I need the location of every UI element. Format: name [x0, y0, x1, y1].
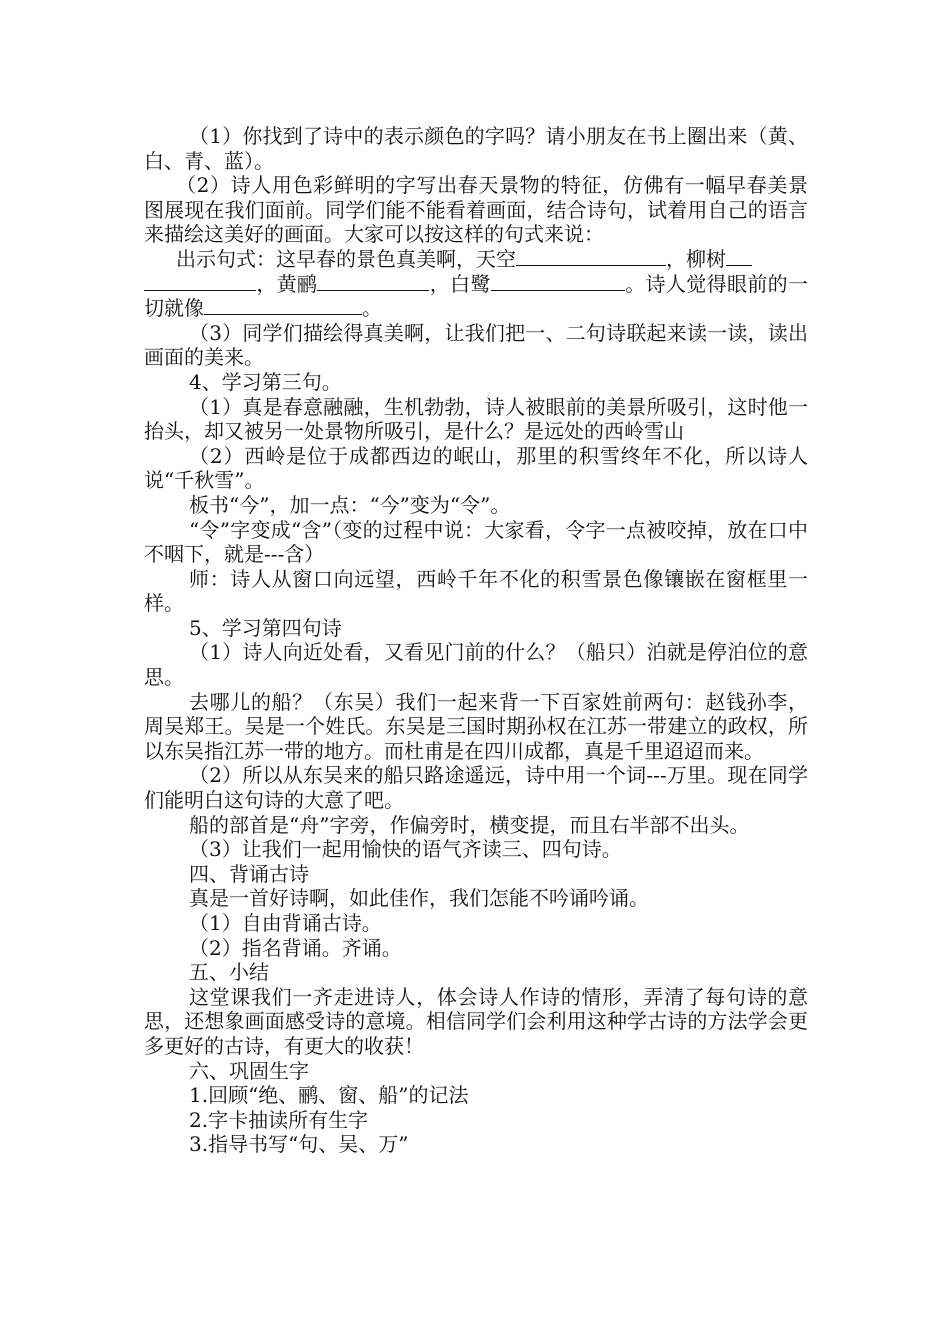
list-item-writing: 3.指导书写“句、吴、万”: [189, 1132, 409, 1157]
pattern-text-2: ，柳树: [666, 246, 726, 271]
heading-learn-third-line: 4、学习第三句。: [189, 369, 342, 394]
paragraph-board-writing: 板书“今”，加一点：“今”变为“令”。: [189, 492, 511, 517]
paragraph-summary: 这堂课我们一齐走进诗人，体会诗人作诗的情形，弄清了每句诗的意思，还想象画面感受诗的意境。相信同学们会利用这种学古诗的方法学会更多更好的古诗，有更大的收获！: [144, 984, 808, 1058]
fill-blank-oriole: [317, 272, 429, 291]
fill-blank-everything: [204, 296, 362, 315]
fill-blank-willow-a: [726, 247, 752, 266]
paragraph-read-lines: （3）让我们一起用愉快的语气齐读三、四句诗。: [189, 837, 622, 862]
paragraph-read-together: （3）同学们描绘得真美啊，让我们把一、二句诗联起来读一读，读出画面的美来。: [144, 320, 808, 370]
paragraph-named-recite: （2）指名背诵。齐诵。: [189, 935, 402, 960]
paragraph-good-poem: 真是一首好诗啊，如此佳作，我们怎能不吟诵吟诵。: [189, 886, 649, 911]
list-item-flashcards: 2.字卡抽读所有生字: [189, 1107, 369, 1132]
paragraph-teacher: 师：诗人从窗口向远望，西岭千年不化的积雪景色像镶嵌在窗框里一样。: [144, 566, 808, 616]
pattern-text-1: 出示句式：这早春的景色真美啊，天空: [176, 246, 516, 271]
pattern-text-3: ，黄鹂: [256, 271, 318, 296]
paragraph-xiling: （2）西岭是位于成都西边的岷山，那里的积雪终年不化，所以诗人说“千秋雪”。: [144, 443, 808, 493]
paragraph-color-words: （1）你找到了诗中的表示颜色的字吗？请小朋友在书上圈出来（黄、白、青、蓝）。: [144, 124, 808, 173]
paragraph-radical: 船的部首是“舟”字旁，作偏旁时，横变提，而且右半部不出头。: [189, 812, 750, 837]
fill-blank-willow-b: [144, 272, 256, 291]
paragraph-sentence-pattern: [144, 247, 808, 321]
paragraph-wanli: （2）所以从东吴来的船只路途遥远，诗中用一个词---万里。现在同学们能明白这句诗的大意了吧。: [144, 763, 808, 813]
paragraph-dongwu: 去哪儿的船？（东吴）我们一起来背一下百家姓前两句：赵钱孙李，周吴郑王。吴是一个姓氏。东吴是三国时期孙权在江苏一带建立的政权，所以东吴指江苏一带的地方。而杜甫是在四川成都，真是千里迢迢而来。: [144, 689, 808, 763]
heading-learn-fourth-line: 5、学习第四句诗: [189, 615, 342, 640]
paragraph-describe-picture: （2）诗人用色彩鲜明的字写出春天景物的特征，仿佛有一幅早春美景图展现在我们面前。同学们能不能看着画面，结合诗句，试着用自己的语言来描绘这美好的画面。大家可以按这样的句式来说：: [144, 173, 808, 247]
list-item-review: 1.回顾“绝、鹂、窗、船”的记法: [189, 1083, 469, 1108]
pattern-text-4: ，白鹭: [429, 271, 491, 296]
heading-consolidate: 六、巩固生字: [189, 1058, 309, 1083]
paragraph-spring-scene: （1）真是春意融融，生机勃勃，诗人被眼前的美景所吸引，这时他一抬头，却又被另一处景物所吸引，是什么？是远处的西岭雪山: [144, 394, 808, 444]
pattern-text-5: 。诗人觉得眼前的一切就像: [144, 271, 809, 321]
document-body: [144, 124, 808, 1157]
heading-recite: 四、背诵古诗: [189, 861, 309, 886]
fill-blank-sky: [516, 247, 666, 266]
paragraph-boat: （1）诗人向近处看，又看见门前的什么？（船只）泊就是停泊位的意思。: [144, 640, 808, 690]
fill-blank-egret: [491, 272, 625, 291]
heading-summary: 五、小结: [189, 960, 269, 985]
pattern-text-6: 。: [362, 296, 382, 321]
paragraph-free-recite: （1）自由背诵古诗。: [189, 911, 382, 935]
paragraph-han-character: “令”字变成“含”（变的过程中说：大家看，令字一点被咬掉，放在口中不咽下，就是---含）: [144, 517, 808, 567]
